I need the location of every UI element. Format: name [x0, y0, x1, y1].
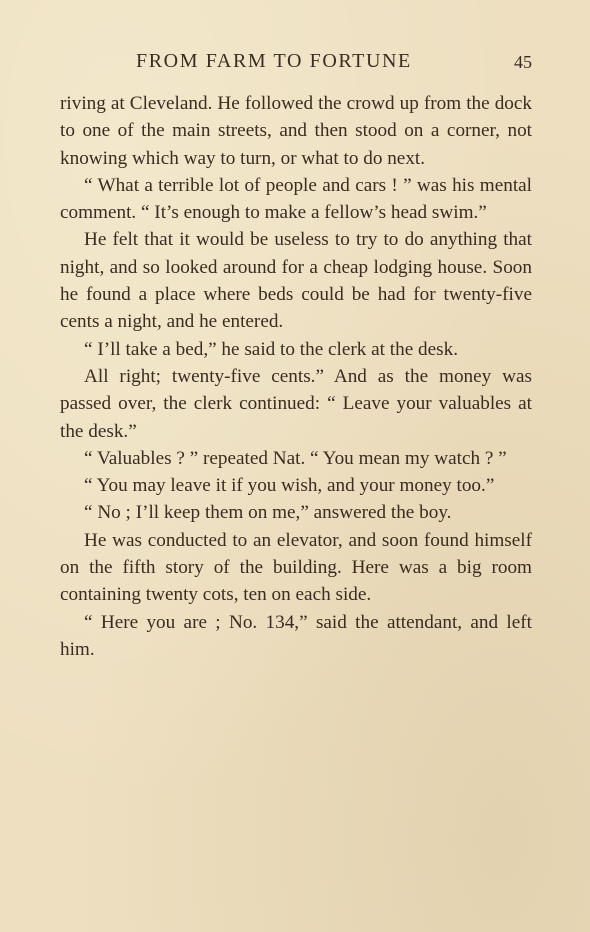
paragraph: riving at Cleveland. He followed the crowd up from the dock to one of the main streets, and then stood on a corner, not knowing which way to turn, or what to do next.: [60, 93, 532, 169]
paragraph: “ Valuables ? ” repeated Nat. “ You mean my watch ? ”: [84, 447, 507, 469]
paragraph: All right; twenty-five cents.” And as the money was passed over, the clerk continued: “ Leave your valuables at the desk.”: [60, 365, 532, 442]
body-text: [60, 90, 532, 663]
page-number: 45: [514, 52, 532, 72]
page-header: [60, 50, 532, 76]
paragraph: “ What a terrible lot of people and cars ! ” was his mental comment. “ It’s enough to make a fellow’s head swim.”: [60, 174, 532, 224]
paragraph: “ I’ll take a bed,” he said to the clerk at the desk.: [84, 338, 458, 360]
paragraph: “ You may leave it if you wish, and your money too.”: [84, 475, 495, 497]
paragraph: “ No ; I’ll keep them on me,” answered the boy.: [84, 502, 452, 524]
running-title: FROM FARM TO FORTUNE: [136, 50, 412, 72]
paragraph: “ Here you are ; No. 134,” said the attendant, and left him.: [60, 611, 532, 660]
paragraph: He felt that it would be useless to try to do anything that night, and so looked around for a cheap lodging house. Soon he found a place where beds could be had for twenty-five cents a night, and he entered.: [60, 229, 532, 333]
paragraph: He was conducted to an elevator, and soon found himself on the fifth story of the building. Here was a big room containing twenty cots, ten on each side.: [60, 529, 532, 606]
